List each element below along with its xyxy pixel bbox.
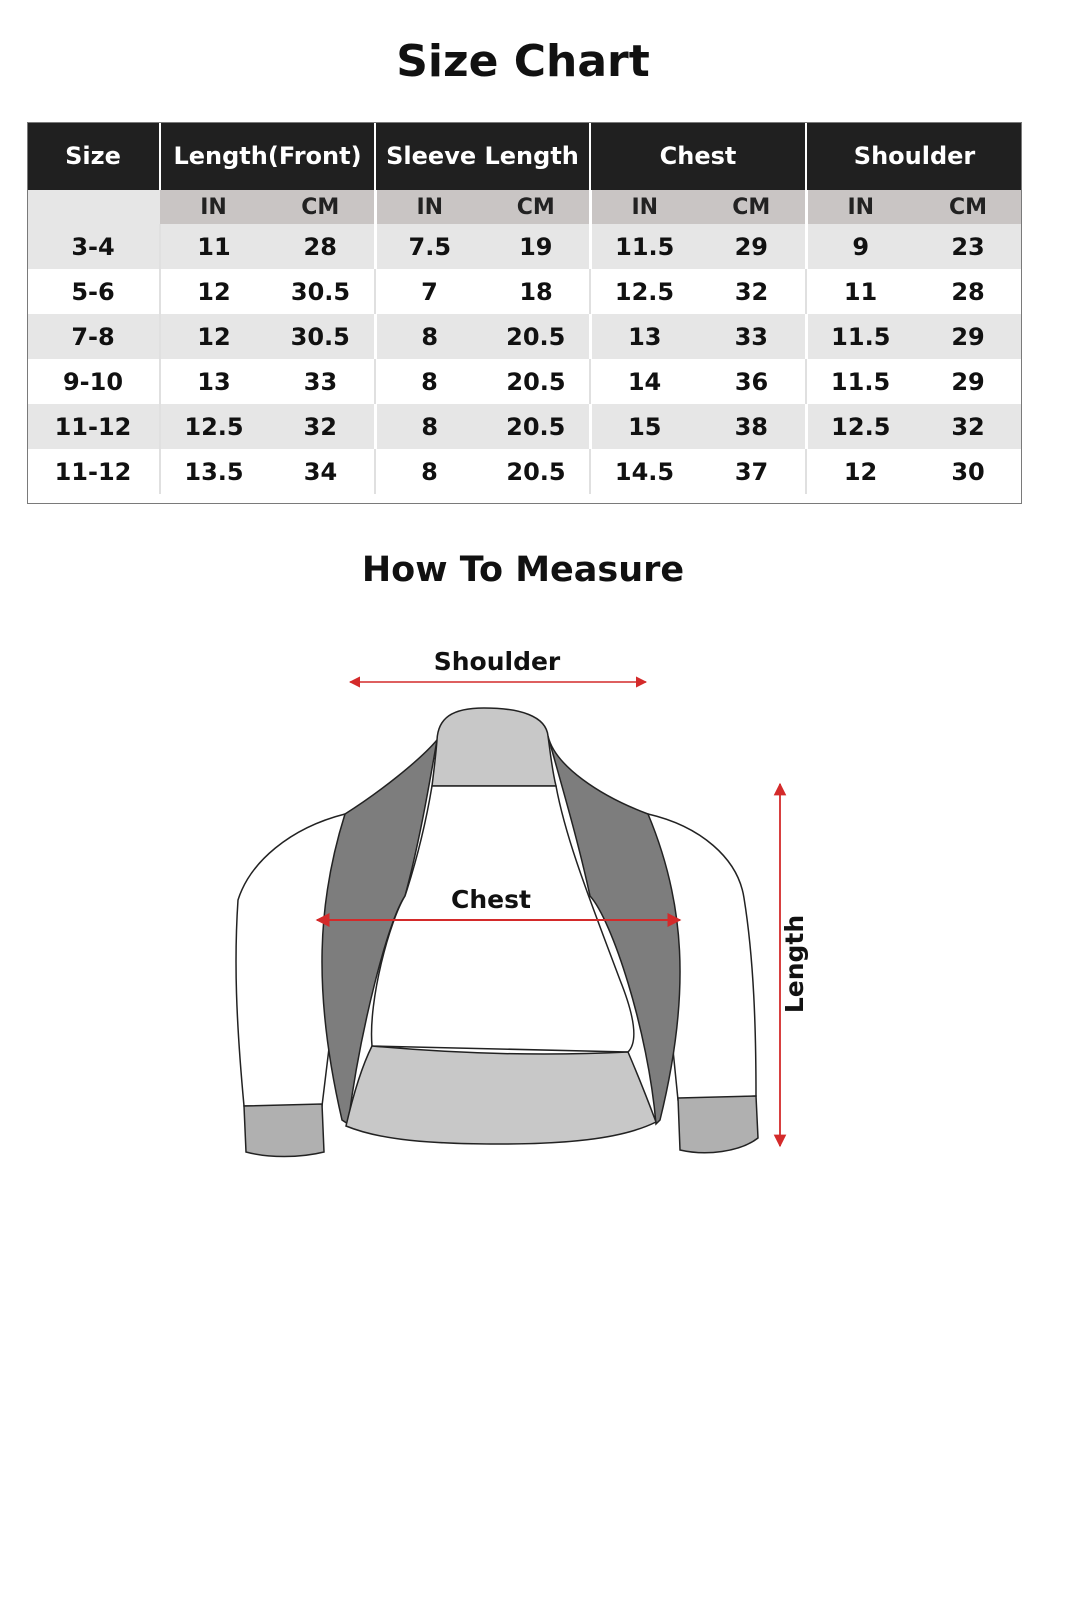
shoulder-label: Shoulder — [433, 647, 561, 676]
unit-cell: CM — [698, 190, 806, 224]
value-cell: 29 — [914, 314, 1022, 359]
collar — [432, 708, 556, 786]
value-cell: 13 — [160, 359, 267, 404]
right-cuff — [678, 1096, 758, 1153]
value-cell: 33 — [267, 359, 375, 404]
unit-cell: IN — [375, 190, 483, 224]
value-cell: 8 — [375, 314, 483, 359]
left-cuff — [244, 1104, 324, 1157]
size-rows — [27, 224, 1022, 494]
value-cell: 11 — [806, 269, 914, 314]
table-row — [27, 359, 1022, 404]
value-cell: 11.5 — [806, 359, 914, 404]
header-shoulder: Shoulder — [806, 122, 1022, 190]
table-row — [27, 314, 1022, 359]
table-row — [27, 269, 1022, 314]
value-cell: 28 — [267, 224, 375, 269]
value-cell: 30 — [914, 449, 1022, 494]
value-cell: 38 — [698, 404, 806, 449]
value-cell: 37 — [698, 449, 806, 494]
value-cell: 32 — [267, 404, 375, 449]
unit-cell: CM — [483, 190, 590, 224]
value-cell: 7.5 — [375, 224, 483, 269]
value-cell: 34 — [267, 449, 375, 494]
table-header-row — [27, 122, 1022, 190]
unit-cell: CM — [267, 190, 375, 224]
size-cell: 11-12 — [27, 404, 160, 449]
value-cell: 18 — [483, 269, 590, 314]
value-cell: 8 — [375, 404, 483, 449]
value-cell: 8 — [375, 359, 483, 404]
value-cell: 15 — [590, 404, 698, 449]
value-cell: 12 — [160, 269, 267, 314]
value-cell: 33 — [698, 314, 806, 359]
value-cell: 11.5 — [590, 224, 698, 269]
value-cell: 30.5 — [267, 314, 375, 359]
value-cell: 32 — [914, 404, 1022, 449]
value-cell: 28 — [914, 269, 1022, 314]
value-cell: 12.5 — [806, 404, 914, 449]
value-cell: 9 — [806, 224, 914, 269]
size-cell: 11-12 — [27, 449, 160, 494]
unit-cell: IN — [160, 190, 267, 224]
value-cell: 36 — [698, 359, 806, 404]
value-cell: 8 — [375, 449, 483, 494]
value-cell: 12 — [806, 449, 914, 494]
value-cell: 12 — [160, 314, 267, 359]
value-cell: 29 — [698, 224, 806, 269]
value-cell: 23 — [914, 224, 1022, 269]
hem-band — [346, 1046, 656, 1144]
unit-cell: IN — [806, 190, 914, 224]
header-chest: Chest — [590, 122, 806, 190]
size-cell: 5-6 — [27, 269, 160, 314]
size-cell: 9-10 — [27, 359, 160, 404]
value-cell: 30.5 — [267, 269, 375, 314]
header-sleeve-length: Sleeve Length — [375, 122, 590, 190]
how-to-measure-title: How To Measure — [361, 550, 685, 590]
unit-cell: IN — [590, 190, 698, 224]
value-cell: 20.5 — [483, 449, 590, 494]
value-cell: 14 — [590, 359, 698, 404]
size-cell: 7-8 — [27, 314, 160, 359]
garment-measure-diagram — [0, 600, 1066, 1200]
value-cell: 14.5 — [590, 449, 698, 494]
unit-cell: CM — [914, 190, 1022, 224]
size-chart-table — [27, 122, 1022, 494]
value-cell: 12.5 — [160, 404, 267, 449]
table-row — [27, 404, 1022, 449]
value-cell: 13.5 — [160, 449, 267, 494]
size-chart-title: Size Chart — [396, 36, 650, 87]
value-cell: 11.5 — [806, 314, 914, 359]
value-cell: 29 — [914, 359, 1022, 404]
value-cell: 20.5 — [483, 314, 590, 359]
value-cell: 11 — [160, 224, 267, 269]
size-cell: 3-4 — [27, 224, 160, 269]
units-blank-cell — [27, 190, 160, 224]
value-cell: 19 — [483, 224, 590, 269]
value-cell: 20.5 — [483, 359, 590, 404]
value-cell: 7 — [375, 269, 483, 314]
value-cell: 13 — [590, 314, 698, 359]
value-cell: 32 — [698, 269, 806, 314]
table-row — [27, 224, 1022, 269]
length-label: Length — [780, 914, 809, 1014]
units-row — [27, 190, 1022, 224]
value-cell: 12.5 — [590, 269, 698, 314]
value-cell: 20.5 — [483, 404, 590, 449]
chest-label: Chest — [451, 885, 531, 914]
table-row — [27, 449, 1022, 494]
header-size: Size — [27, 122, 160, 190]
header-length-front: Length(Front) — [160, 122, 375, 190]
